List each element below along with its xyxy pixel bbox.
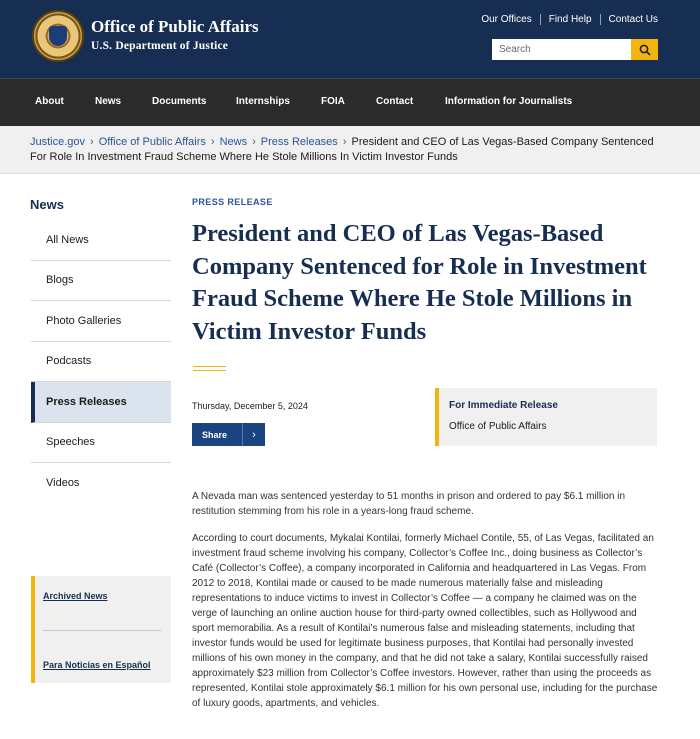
breadcrumb-office-of-public-affairs[interactable]: Office of Public Affairs <box>98 136 206 148</box>
release-info-box <box>435 388 657 446</box>
nav-news[interactable]: News <box>95 96 122 107</box>
share-label: Share <box>202 429 228 440</box>
nav-internships[interactable]: Internships <box>236 96 290 107</box>
sidebar-nav <box>31 220 171 504</box>
chevron-right-icon: › <box>252 428 256 441</box>
archived-news-link[interactable]: Archived News <box>43 591 108 601</box>
sidebar-item-photo-galleries[interactable]: Photo Galleries <box>31 301 171 342</box>
search-form <box>492 39 658 60</box>
search-input[interactable] <box>492 39 631 60</box>
article-paragraph: According to court documents, Mykalai Kontilai, formerly Michael Contile, 55, of Las Vegas, facilitated an investment fraud scheme involving his company, Collector’s Coffee Inc., doing business as Collector’s Café (Collector’s Coffee), a company incorporated in California and headquartered in Las Vegas. From 2012 to 2018, Kontilai made or caused to be made numerous materially false and misleading representations to induce victims to invest in Collector’s Coffee — a company he claimed was on the verge of launching an online auction house for third-party owned collectibles, such as Hollywood and sport memorabilia. As a result of Kontilai’s numerous false and misleading statements, including that investor funds would be used for legitimate business purposes, that Kontilai had personally invested millions of his own money in the company, and that he did not take a salary, Kontilai successfully raised approximately $23 million from Collector’s Coffee investors. However, rather than using the proceeds as represented, Kontilai stole approximately $6.1 million for his own personal use, including for the purchase of luxury goods, apartments, and vehicles. <box>192 533 658 709</box>
nav-about[interactable]: About <box>35 96 64 107</box>
breadcrumb-chevron-icon: › <box>252 136 256 148</box>
noticias-espanol-link[interactable]: Para Noticias en Español <box>43 660 151 670</box>
breadcrumb-press-releases[interactable]: Press Releases <box>260 136 338 148</box>
utility-divider <box>540 14 541 25</box>
nav-foia[interactable]: FOIA <box>321 96 345 107</box>
sidebar-related-links <box>31 576 171 683</box>
sidebar-item-podcasts[interactable]: Podcasts <box>31 342 171 383</box>
page-title: President and CEO of Las Vegas-Based Company Sentenced for Role in Investment Fraud Scheme Where He Stole Millions in Victim Investor Funds <box>192 220 647 345</box>
breadcrumb-chevron-icon: › <box>90 136 94 148</box>
utility-link-find-help[interactable]: Find Help <box>548 14 592 25</box>
breadcrumb <box>0 126 700 174</box>
share-button[interactable] <box>192 423 265 446</box>
utility-divider <box>600 14 601 25</box>
press-release-label: PRESS RELEASE <box>192 197 273 207</box>
search-icon <box>639 44 651 56</box>
sidebar-item-all-news[interactable]: All News <box>31 220 171 261</box>
main-nav <box>0 78 700 126</box>
nav-information-for-journalists[interactable]: Information for Journalists <box>445 96 573 107</box>
breadcrumb-justice-gov[interactable]: Justice.gov <box>30 136 86 148</box>
publish-date: Thursday, December 5, 2024 <box>192 401 308 411</box>
utility-links <box>481 14 658 25</box>
sidebar-item-videos[interactable]: Videos <box>46 477 80 490</box>
site-subtitle: U.S. Department of Justice <box>91 40 229 52</box>
breadcrumb-news[interactable]: News <box>219 136 248 148</box>
sidebar-title: News <box>30 197 64 212</box>
doj-seal-logo[interactable] <box>32 10 84 62</box>
sidebar-box-divider <box>43 630 161 631</box>
nav-documents[interactable]: Documents <box>152 96 207 107</box>
release-office: Office of Public Affairs <box>449 421 547 432</box>
sidebar-item-blogs[interactable]: Blogs <box>31 261 171 302</box>
sidebar-item-speeches[interactable]: Speeches <box>31 423 171 464</box>
seal-shield-icon <box>49 26 67 46</box>
site-header <box>0 0 700 78</box>
release-title: For Immediate Release <box>449 400 558 411</box>
utility-link-our-offices[interactable]: Our Offices <box>481 14 532 25</box>
site-title[interactable]: Office of Public Affairs <box>91 17 259 36</box>
article-paragraph: A Nevada man was sentenced yesterday to 51 months in prison and ordered to pay $6.1 million in restitution stemming from his role in a years-long fraud scheme. <box>192 491 626 517</box>
search-button[interactable] <box>631 39 658 60</box>
nav-contact[interactable]: Contact <box>376 96 414 107</box>
breadcrumb-current-page: President and CEO of Las Vegas-Based Company Sentenced For Role In Investment Fraud Scheme Where He Stole Millions In Victim Investor Funds <box>30 136 654 163</box>
utility-link-contact-us[interactable]: Contact Us <box>608 14 658 25</box>
sidebar-item-press-releases[interactable]: Press Releases <box>31 382 171 423</box>
breadcrumb-chevron-icon: › <box>210 136 215 148</box>
breadcrumb-chevron-icon: › <box>342 136 347 148</box>
title-divider <box>193 366 226 371</box>
